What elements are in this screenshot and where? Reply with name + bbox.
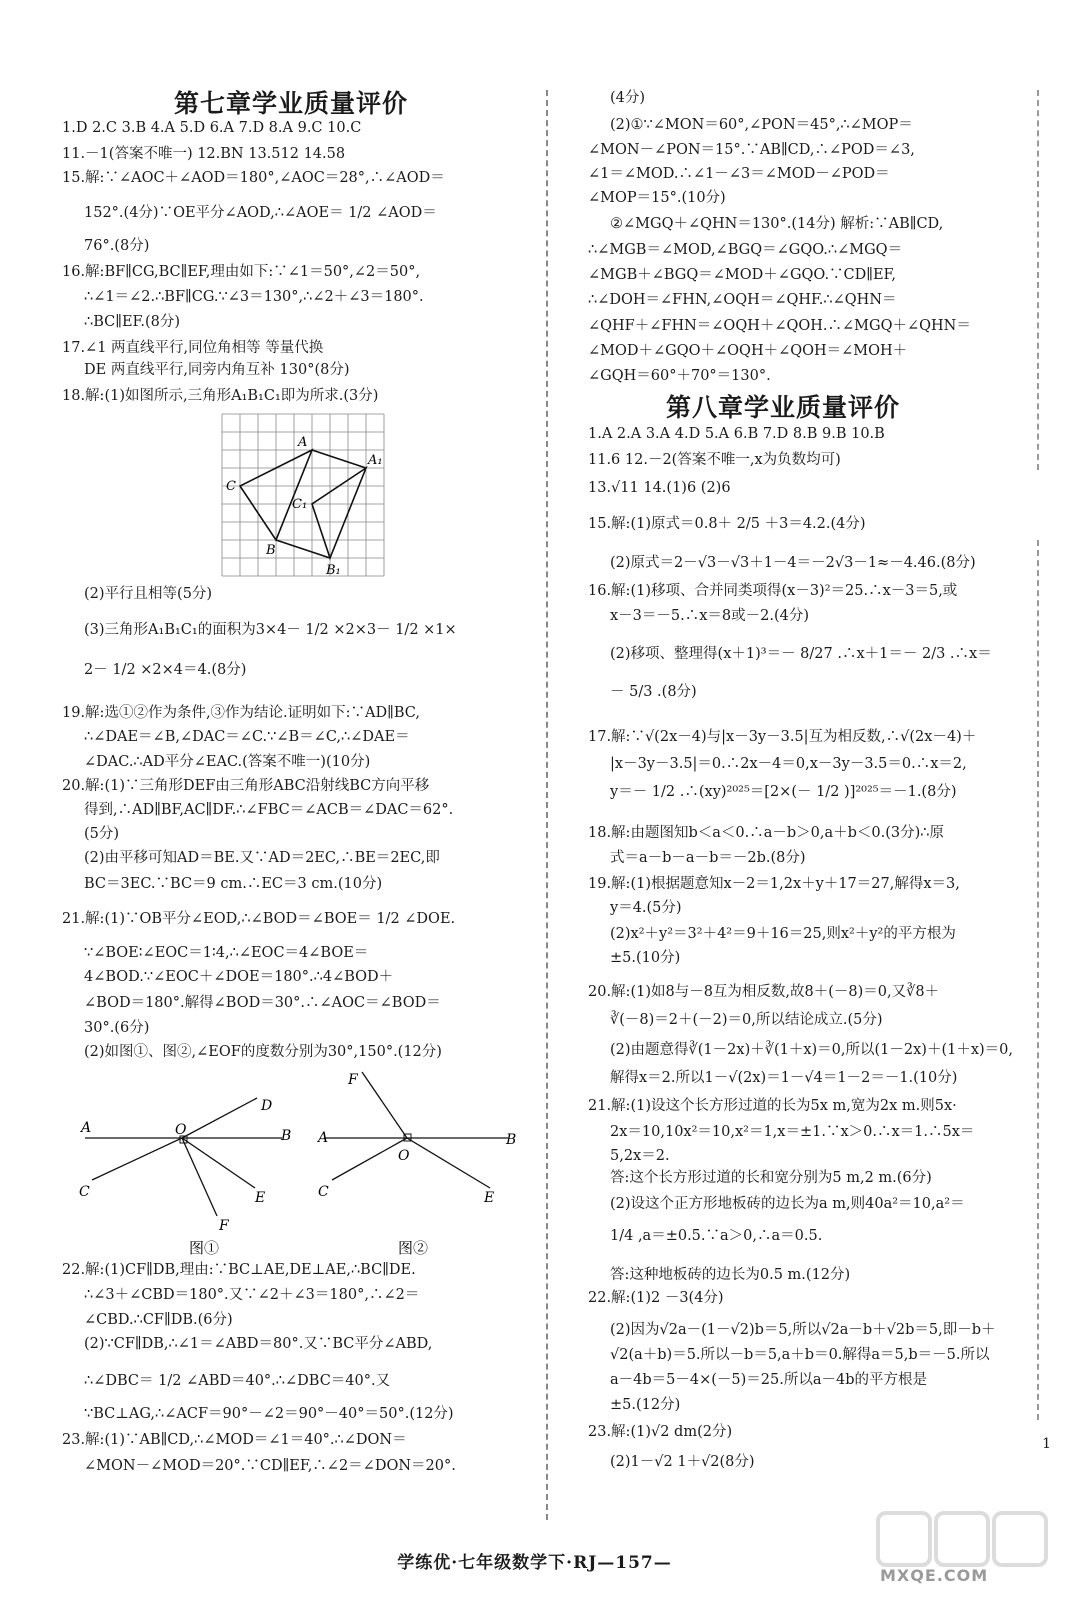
- left-answer-line-27: 30°.(6分): [84, 1020, 150, 1036]
- left-answer-line-30: ∴∠3＋∠CBD＝180°.又∵∠2＋∠3＝180°,∴∠2＝: [84, 1287, 420, 1303]
- left-answer-line-36: ∠MON－∠MOD＝20°.∵CD∥EF,∴∠2＝∠DON＝20°.: [84, 1458, 456, 1474]
- right-answer-line-35: 21.解:(1)设这个长方形过道的长为5x m,宽为2x m.则5x·: [588, 1098, 957, 1114]
- left-answer-line-9: 17.∠1 两直线平行,同位角相等 等量代换: [62, 340, 324, 356]
- right-answer-line-34: 解得x＝2.所以1－√(2x)＝1－√4＝1－2＝－1.(10分): [610, 1070, 958, 1086]
- left-answer-line-32: (2)∵CF∥DB,∴∠1＝∠ABD＝80°.又∵BC平分∠ABD,: [84, 1336, 433, 1352]
- right-answer-line-5: ∠MOP＝15°.(10分): [588, 190, 726, 206]
- right-answer-line-2: (2)①∵∠MON＝60°,∠PON＝45°,∴∠MOP＝: [610, 117, 913, 133]
- right-answer-line-27: 19.解:(1)根据题意知x－2＝1,2x＋y＋17＝27,解得x＝3,: [588, 876, 960, 892]
- right-answer-line-33: (2)由题意得∛(1－2x)＋∛(1＋x)＝0,所以(1－2x)＋(1＋x)＝0,: [610, 1042, 1014, 1058]
- fig2-point-F: F: [348, 1072, 358, 1088]
- left-answer-line-3: 15.解:∵∠AOC＋∠AOD＝180°,∠AOC＝28°,∴∠AOD＝: [62, 170, 445, 186]
- right-answer-line-13: 1.A 2.A 3.A 4.D 5.A 6.B 7.D 8.B 9.B 10.B: [588, 426, 885, 442]
- page-edge-dash-bottom: [1037, 540, 1039, 1420]
- label-A1: A₁: [368, 453, 383, 468]
- fig2-point-E: E: [484, 1190, 495, 1206]
- right-answer-line-48: (2)1－√2 1＋√2(8分): [610, 1454, 755, 1470]
- right-answer-line-25: 18.解:由题图知b＜a＜0.∴a－b＞0,a＋b＜0.(3分)∴原: [588, 825, 944, 841]
- fig2-point-A: A: [318, 1130, 329, 1146]
- right-answer-line-8: ∠MGB＋∠BGQ＝∠MOD＋∠GQO.∵CD∥EF,: [588, 267, 896, 283]
- fig2-caption: 图②: [398, 1239, 429, 1257]
- label-A: A: [298, 435, 308, 450]
- left-answer-line-28: (2)如图①、图②,∠EOF的度数分别为30°,150°.(12分): [84, 1044, 442, 1060]
- right-answer-line-46: ±5.(12分): [610, 1397, 681, 1413]
- right-answer-line-7: ∴∠MGB＝∠MOD,∠BGQ＝∠GQO.∴∠MGQ＝: [588, 242, 903, 258]
- right-answer-line-32: ∛(－8)＝2＋(－2)＝0,所以结论成立.(5分): [610, 1012, 883, 1028]
- label-C: C: [226, 479, 236, 494]
- left-answer-line-13: (3)三角形A₁B₁C₁的面积为3×4－ 1/2 ×2×3－ 1/2 ×1×: [84, 622, 457, 638]
- right-answer-line-14: 11.6 12.－2(答案不唯一,x为负数均可): [588, 452, 841, 468]
- right-answer-line-11: ∠MOD＋∠GQO＋∠OQH＋∠QOH＝∠MOH＋: [588, 343, 908, 359]
- right-answer-line-43: (2)因为√2a－(1－√2)b＝5,所以√2a－b＋√2b＝5,即－b＋: [610, 1322, 996, 1338]
- angle-figure-2: [312, 1068, 532, 1258]
- left-answer-line-23: 21.解:(1)∵OB平分∠EOD,∴∠BOD＝∠BOE＝ 1/2 ∠DOE.: [62, 911, 456, 927]
- right-answer-line-29: (2)x²＋y²＝3²＋4²＝9＋16＝25,则x²＋y²的平方根为: [610, 926, 956, 942]
- left-answer-line-7: ∴∠1＝∠2.∴BF∥CG.∵∠3＝130°,∴∠2＋∠3＝180°.: [84, 289, 424, 305]
- right-answer-line-30: ±5.(10分): [610, 950, 681, 966]
- fig1-point-F: F: [219, 1218, 229, 1234]
- left-answer-line-6: 16.解:BF∥CG,BC∥EF,理由如下:∵∠1＝50°,∠2＝50°,: [62, 264, 421, 280]
- right-answer-line-12: ∠GQH＝60°＋70°＝130°.: [588, 368, 771, 384]
- column-divider: [546, 90, 548, 1520]
- right-answer-line-26: 式＝a－b－a－b＝－2b.(8分): [610, 850, 806, 866]
- fig2-point-C: C: [318, 1184, 329, 1200]
- right-answer-line-44: √2(a＋b)＝5.所以－b＝5,a＋b＝0.解得a＝5,b＝－5.所以: [610, 1347, 990, 1363]
- right-answer-line-6: ②∠MGQ＋∠QHN＝130°.(14分) 解析:∵AB∥CD,: [610, 216, 944, 232]
- fig1-point-E: E: [255, 1190, 266, 1206]
- right-answer-line-36: 2x＝10,10x²＝10,x²＝1,x＝±1.∵x＞0.∴x＝1.∴5x＝: [610, 1124, 975, 1140]
- right-answer-line-15: 13.√11 14.(1)6 (2)6: [588, 480, 731, 496]
- left-answer-line-8: ∴BC∥EF.(8分): [84, 314, 180, 330]
- right-answer-line-21: － 5/3 .(8分): [610, 684, 697, 700]
- left-answer-line-12: (2)平行且相等(5分): [84, 586, 213, 602]
- right-answer-line-17: (2)原式＝2－√3－√3＋1－4＝－2√3－1≈－4.46.(8分): [610, 555, 976, 571]
- fig1-caption: 图①: [189, 1239, 220, 1257]
- left-answer-line-2: 11.－1(答案不唯一) 12.BN 13.512 14.58: [62, 146, 346, 162]
- chapter8-heading: 第八章学业质量评价: [666, 393, 901, 422]
- right-answer-line-37: 5,2x＝2.: [610, 1148, 670, 1164]
- label-B1: B₁: [326, 563, 341, 578]
- right-answer-line-41: 答:这种地板砖的边长为0.5 m.(12分): [610, 1267, 851, 1283]
- left-answer-line-5: 76°.(8分): [84, 238, 150, 254]
- left-answer-line-10: DE 两直线平行,同旁内角互补 130°(8分): [84, 362, 350, 378]
- right-answer-line-1: (4分): [610, 90, 646, 106]
- fig1-point-D: D: [261, 1098, 273, 1114]
- right-answer-line-16: 15.解:(1)原式＝0.8＋ 2/5 ＋3＝4.2.(4分): [588, 516, 866, 532]
- right-answer-line-40: 1/4 ,a＝±0.5.∵a＞0,∴a＝0.5.: [610, 1228, 823, 1244]
- chapter7-heading: 第七章学业质量评价: [174, 89, 409, 118]
- right-answer-line-9: ∴∠DOH＝∠FHN,∠OQH＝∠QHF.∴∠QHN＝: [588, 292, 897, 308]
- right-answer-line-24: y＝－ 1/2 .∴(xy)²⁰²⁵＝[2×(－ 1/2 )]²⁰²⁵＝－1.(8分): [610, 784, 957, 800]
- watermark-text: MXQE.COM: [880, 1566, 989, 1585]
- right-answer-line-20: (2)移项、整理得(x＋1)³＝－ 8/27 .∴x＋1＝－ 2/3 .∴x＝: [610, 646, 992, 662]
- grid-triangle-figure: [220, 412, 390, 582]
- left-answer-line-17: ∠DAC.∴AD平分∠EAC.(答案不唯一)(10分): [84, 754, 371, 770]
- right-answer-line-31: 20.解:(1)如8与－8互为相反数,故8＋(－8)＝0,又∛8＋: [588, 984, 940, 1000]
- left-answer-line-16: ∴∠DAE＝∠B,∠DAC＝∠C.∵∠B＝∠C,∴∠DAE＝: [84, 729, 410, 745]
- label-B: B: [266, 543, 276, 558]
- fig1-point-A: A: [81, 1120, 92, 1136]
- page-edge-dash-top: [1037, 90, 1039, 470]
- left-answer-line-4: 152°.(4分)∵OE平分∠AOD,∴∠AOE＝ 1/2 ∠AOD＝: [84, 205, 437, 221]
- fig1-point-C: C: [79, 1184, 90, 1200]
- angle-figure-1: [77, 1068, 307, 1258]
- left-answer-line-11: 18.解:(1)如图所示,三角形A₁B₁C₁即为所求.(3分): [62, 388, 379, 404]
- left-answer-line-20: (5分): [84, 826, 120, 842]
- right-answer-line-4: ∠1＝∠MOD.∴∠1－∠3＝∠MOD－∠POD＝: [588, 166, 890, 182]
- right-answer-line-28: y＝4.(5分): [610, 900, 682, 916]
- fig1-point-B: B: [281, 1128, 292, 1144]
- right-answer-line-38: 答:这个长方形过道的长和宽分别为5 m,2 m.(6分): [610, 1170, 932, 1186]
- left-answer-line-34: ∵BC⊥AG,∴∠ACF＝90°－∠2＝90°－40°＝50°.(12分): [84, 1406, 454, 1422]
- left-answer-line-14: 2－ 1/2 ×2×4＝4.(8分): [84, 662, 247, 678]
- right-answer-line-39: (2)设这个正方形地板砖的边长为a m,则40a²＝10,a²＝: [610, 1196, 965, 1212]
- label-C1: C₁: [292, 497, 308, 512]
- left-answer-line-25: 4∠BOD.∵∠EOC＋∠DOE＝180°.∴4∠BOD＋: [84, 969, 394, 985]
- left-answer-line-1: 1.D 2.C 3.B 4.A 5.D 6.A 7.D 8.A 9.C 10.C: [62, 120, 362, 136]
- fig2-point-B: B: [506, 1132, 517, 1148]
- left-answer-line-26: ∠BOD＝180°.解得∠BOD＝30°.∴∠AOC＝∠BOD＝: [84, 995, 441, 1011]
- page-footer: 学练优·七年级数学下·RJ—157—: [397, 1553, 672, 1573]
- right-answer-line-22: 17.解:∵√(2x－4)与|x－3y－3.5|互为相反数,∴√(2x－4)＋: [588, 729, 977, 745]
- left-answer-line-15: 19.解:选①②作为条件,③作为结论.证明如下:∵AD∥BC,: [62, 705, 420, 721]
- right-answer-line-10: ∠QHF＋∠FHN＝∠OQH＋∠QOH.∴∠MGQ＋∠QHN＝: [588, 318, 971, 334]
- right-answer-line-47: 23.解:(1)√2 dm(2分): [588, 1424, 733, 1440]
- left-answer-line-22: BC＝3EC.∵BC＝9 cm.∴EC＝3 cm.(10分): [84, 876, 383, 892]
- left-answer-line-21: (2)由平移可知AD＝BE.又∵AD＝2EC,∴BE＝2EC,即: [84, 850, 440, 866]
- left-answer-line-19: 得到,∴AD∥BF,AC∥DF.∴∠FBC＝∠ACB＝∠DAC＝62°.: [84, 802, 454, 818]
- fig1-point-O: O: [175, 1122, 187, 1138]
- left-answer-line-33: ∴∠DBC＝ 1/2 ∠ABD＝40°.∴∠DBC＝40°.又: [84, 1373, 391, 1389]
- right-answer-line-23: |x－3y－3.5|＝0.∴2x－4＝0,x－3y－3.5＝0.∴x＝2,: [610, 756, 967, 772]
- left-answer-line-29: 22.解:(1)CF∥DB,理由:∵BC⊥AE,DE⊥AE,∴BC∥DE.: [62, 1262, 416, 1278]
- left-answer-line-31: ∠CBD.∴CF∥DB.(6分): [84, 1312, 233, 1328]
- right-answer-line-3: ∠MON－∠PON＝15°.∵AB∥CD,∴∠POD＝∠3,: [588, 142, 915, 158]
- side-page-number: 1: [1042, 1436, 1051, 1452]
- right-answer-line-19: x－3＝－5.∴x＝8或－2.(4分): [610, 608, 810, 624]
- left-answer-line-35: 23.解:(1)∵AB∥CD,∴∠MOD＝∠1＝40°.∴∠DON＝: [62, 1432, 407, 1448]
- right-answer-line-18: 16.解:(1)移项、合并同类项得(x－3)²＝25.∴x－3＝5,或: [588, 583, 958, 599]
- fig2-point-O: O: [398, 1148, 410, 1164]
- left-answer-line-24: ∵∠BOE∶∠EOC＝1∶4,∴∠EOC＝4∠BOE＝: [84, 945, 369, 961]
- left-answer-line-18: 20.解:(1)∵三角形DEF由三角形ABC沿射线BC方向平移: [62, 778, 430, 794]
- right-answer-line-45: a－4b＝5－4×(－5)＝25.所以a－4b的平方根是: [610, 1372, 928, 1388]
- right-answer-line-42: 22.解:(1)2 －3(4分): [588, 1290, 724, 1306]
